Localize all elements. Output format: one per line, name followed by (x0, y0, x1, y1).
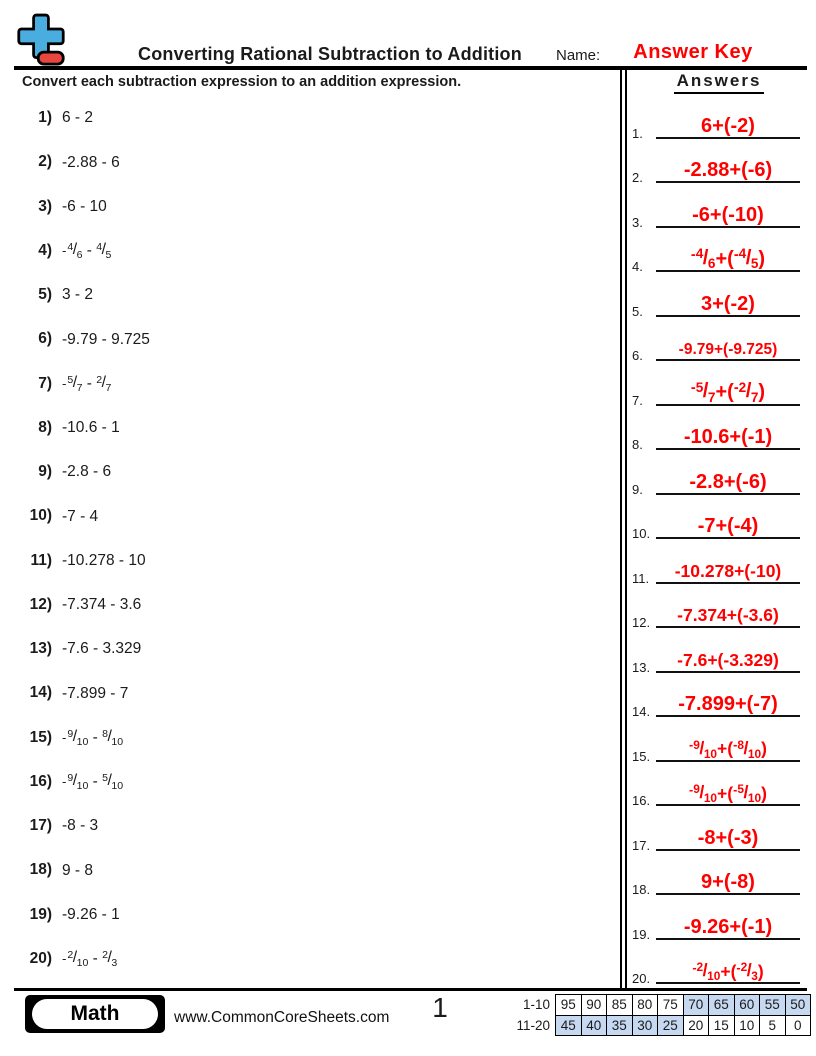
subject-badge-label: Math (32, 999, 158, 1029)
header-divider (14, 66, 807, 70)
grading-score-cell: 15 (709, 1015, 735, 1036)
answer-line (656, 203, 800, 228)
fraction: $^2$/3 (740, 960, 758, 983)
answer-line (656, 428, 800, 450)
answer-row (632, 323, 808, 368)
answer-row (632, 901, 808, 946)
grading-score-cell: 25 (658, 1015, 684, 1036)
answer-expression: $^{-4}$/6+($^{-4}$/5) (690, 246, 766, 272)
fraction: $^2$/7 (96, 373, 112, 394)
answer-line (656, 782, 800, 806)
answer-number: 20. (632, 971, 651, 986)
answer-expression: -7.374+(-3.6) (677, 605, 779, 625)
answer-expression: -2.88+(-6) (683, 159, 773, 181)
fraction: $^4$/6 (695, 246, 716, 272)
fraction: $^8$/10 (737, 737, 762, 761)
fraction: $^4$/6 (67, 240, 83, 261)
answer-line (656, 470, 800, 495)
answer-line (656, 960, 800, 984)
answer-row (632, 456, 808, 501)
answer-number: 19. (632, 926, 651, 942)
grading-score-cell: 95 (556, 995, 582, 1016)
answer-line (656, 246, 800, 272)
answer-row (632, 723, 808, 768)
fraction: $^5$/10 (737, 782, 762, 805)
answer-line (656, 873, 800, 895)
grading-score-cell: 90 (581, 995, 607, 1016)
answers-list (632, 100, 808, 990)
fraction: $^9$/10 (67, 771, 89, 792)
fraction: $^4$/5 (738, 246, 759, 272)
grading-table-row (510, 995, 811, 1016)
problem-row (20, 893, 612, 937)
grading-score-cell: 55 (760, 995, 786, 1016)
problem-number: 5) (38, 286, 52, 304)
grading-score-cell: 0 (785, 1015, 811, 1036)
answer-row (632, 768, 808, 813)
fraction: $^4$/5 (96, 240, 112, 261)
answer-expression: -7.899+(-7) (678, 693, 778, 715)
answers-heading (630, 71, 808, 94)
answer-expression: -8+(-3) (697, 826, 759, 849)
answer-expression: -10.6+(-1) (683, 426, 773, 448)
problem-number: 1) (38, 109, 52, 127)
problem-number: 18) (29, 861, 52, 879)
answer-expression: 9+(-8) (701, 871, 755, 893)
answer-expression: -6+(-10) (692, 203, 764, 226)
answer-expression: $^{-9}$/10+($^{-5}$/10) (689, 782, 767, 805)
problem-number: 10) (29, 507, 52, 525)
fraction: $^2$/10 (696, 960, 721, 983)
problem-row (20, 539, 612, 583)
answer-line (656, 737, 800, 761)
fraction: $^9$/10 (693, 737, 718, 761)
problem-expression: -10.6 - 1 (62, 419, 120, 437)
grading-score-cell: 35 (607, 1015, 633, 1036)
problem-number: 15) (29, 728, 52, 746)
answer-line (656, 695, 800, 717)
grading-range-label: 1-10 (522, 997, 550, 1013)
grading-score-cell: 65 (709, 995, 735, 1016)
problem-number: 12) (29, 595, 52, 613)
problem-row (20, 848, 612, 892)
answer-line (656, 649, 800, 673)
problem-row (20, 406, 612, 450)
grading-score-cell: 85 (607, 995, 633, 1016)
answer-number: 13. (632, 659, 651, 675)
answer-number: 11. (632, 570, 650, 586)
grading-score-cell: 80 (632, 995, 658, 1016)
answer-expression: -10.278+(-10) (674, 560, 782, 581)
problem-expression: -6 - 10 (62, 197, 107, 215)
fraction: $^2$/10 (67, 948, 89, 969)
problem-row (20, 494, 612, 538)
problem-expression: -$^2$/10 - $^2$/3 (62, 948, 118, 969)
problem-number: 19) (29, 905, 52, 923)
problem-row (20, 273, 612, 317)
problem-number: 7) (38, 374, 52, 392)
fraction: $^2$/3 (102, 948, 118, 969)
answer-row (632, 100, 808, 145)
answer-number: 14. (632, 704, 651, 719)
website-text: www.CommonCoreSheets.com (174, 1009, 390, 1026)
answer-line (656, 607, 800, 628)
grading-score-cell: 40 (581, 1015, 607, 1036)
grading-score-cell: 45 (556, 1015, 582, 1036)
answer-number: 6. (632, 348, 643, 363)
answer-expression: $^{-2}$/10+($^{-2}$/3) (692, 960, 764, 983)
answer-row (632, 812, 808, 857)
answer-row (632, 545, 808, 590)
problem-row (20, 96, 612, 140)
problem-expression: -7.899 - 7 (62, 684, 129, 702)
fraction: $^9$/10 (67, 727, 89, 748)
column-divider (620, 69, 627, 988)
answer-line (656, 826, 800, 851)
answer-expression: -2.8+(-6) (689, 470, 767, 493)
answer-number: 2. (632, 170, 643, 185)
answer-number: 7. (632, 392, 643, 408)
instruction-text: Convert each subtraction expression to an addition expression. (22, 74, 462, 90)
plus-minus-icon (16, 12, 66, 70)
grading-score-cell: 70 (683, 995, 709, 1016)
problem-expression: -2.88 - 6 (62, 153, 120, 171)
answer-number: 3. (632, 214, 643, 230)
answer-expression: 6+(-2) (701, 114, 755, 137)
answer-line (656, 560, 800, 584)
problem-expression: -9.26 - 1 (62, 905, 120, 923)
problem-expression: -$^5$/7 - $^2$/7 (62, 373, 112, 394)
problem-number: 3) (38, 197, 52, 215)
problem-number: 9) (38, 463, 52, 481)
problem-expression: -$^9$/10 - $^5$/10 (62, 771, 124, 792)
answer-row (632, 857, 808, 902)
answer-key-text: Answer Key (633, 41, 753, 63)
answers-heading-label: Answers (674, 71, 765, 94)
answer-number: 15. (632, 748, 651, 764)
problem-row (20, 450, 612, 494)
page-number: 1 (432, 992, 448, 1023)
answer-line (656, 161, 800, 183)
grading-score-cell: 50 (785, 995, 811, 1016)
problem-number: 20) (29, 949, 52, 967)
answer-row (632, 278, 808, 323)
footer-divider (14, 988, 807, 991)
answer-row (632, 590, 808, 635)
subject-badge (25, 995, 165, 1033)
fraction: $^9$/10 (693, 782, 718, 805)
problem-expression: -10.278 - 10 (62, 551, 146, 569)
problem-row (20, 362, 612, 406)
answer-expression: 3+(-2) (701, 292, 755, 315)
fraction: $^2$/7 (738, 379, 759, 405)
answer-number: 8. (632, 437, 643, 452)
problem-row (20, 671, 612, 715)
answer-expression: -7+(-4) (697, 515, 759, 537)
problem-row (20, 760, 612, 804)
grading-table-body (510, 995, 811, 1036)
problem-number: 13) (29, 640, 52, 658)
answer-expression: $^{-5}$/7+($^{-2}$/7) (690, 379, 766, 405)
minus-glyph (38, 52, 63, 64)
answer-row (632, 367, 808, 412)
problem-expression: -9.79 - 9.725 (62, 330, 150, 348)
problem-number: 8) (38, 418, 52, 436)
problem-expression: -7.374 - 3.6 (62, 596, 142, 614)
answer-number: 9. (632, 481, 643, 497)
answer-number: 5. (632, 303, 643, 319)
answer-row (632, 145, 808, 190)
problem-row (20, 229, 612, 273)
answer-expression: -7.6+(-3.329) (677, 649, 779, 670)
grading-table-row (510, 1015, 811, 1036)
grading-score-cell: 60 (734, 995, 760, 1016)
problem-number: 6) (38, 330, 52, 348)
problems-list (20, 96, 612, 981)
problem-row (20, 317, 612, 361)
fraction: $^8$/10 (102, 727, 124, 748)
problem-number: 14) (29, 684, 52, 702)
answer-row (632, 634, 808, 679)
answer-number: 17. (632, 837, 651, 853)
grading-score-cell: 10 (734, 1015, 760, 1036)
answer-expression: -9.79+(-9.725) (678, 341, 778, 358)
problem-row (20, 716, 612, 760)
grading-score-cell: 20 (683, 1015, 709, 1036)
answer-row (632, 501, 808, 546)
problem-row (20, 627, 612, 671)
problem-number: 17) (29, 817, 52, 835)
answer-row (632, 946, 808, 991)
answer-line (656, 114, 800, 139)
name-label: Name: (556, 47, 601, 64)
answer-line (656, 379, 800, 405)
grading-score-cell: 30 (632, 1015, 658, 1036)
problem-number: 11) (30, 551, 52, 569)
answer-row (632, 679, 808, 724)
answer-number: 10. (632, 526, 651, 541)
problem-expression: 3 - 2 (62, 286, 94, 304)
problem-row (20, 804, 612, 848)
problem-row (20, 937, 612, 981)
fraction: $^5$/7 (67, 373, 83, 394)
answer-row (632, 189, 808, 234)
problem-row (20, 140, 612, 184)
answer-line (656, 517, 800, 539)
fraction: $^5$/10 (102, 771, 124, 792)
answer-number: 1. (632, 125, 643, 141)
problem-expression: -7 - 4 (62, 507, 99, 525)
problem-expression: 9 - 8 (62, 861, 94, 879)
answer-number: 12. (632, 615, 651, 630)
answer-number: 18. (632, 882, 651, 897)
problem-number: 4) (38, 241, 52, 259)
answer-line (656, 341, 800, 361)
fraction: $^5$/7 (695, 379, 716, 405)
answer-number: 4. (632, 259, 643, 274)
problem-row (20, 185, 612, 229)
problem-number: 16) (29, 772, 52, 790)
problem-expression: -$^4$/6 - $^4$/5 (62, 240, 112, 261)
answer-line (656, 292, 800, 317)
problem-expression: -$^9$/10 - $^8$/10 (62, 727, 124, 748)
answer-number: 16. (632, 793, 651, 808)
answer-row (632, 234, 808, 279)
problem-expression: 6 - 2 (62, 109, 94, 127)
problem-expression: -7.6 - 3.329 (62, 640, 142, 658)
grading-score-cell: 5 (760, 1015, 786, 1036)
problem-number: 2) (38, 153, 52, 171)
grading-table (510, 994, 811, 1036)
problem-expression: -2.8 - 6 (62, 463, 112, 481)
answer-expression: -9.26+(-1) (683, 915, 773, 938)
worksheet-title: Converting Rational Subtraction to Addition (138, 44, 522, 64)
problem-row (20, 583, 612, 627)
problem-expression: -8 - 3 (62, 817, 99, 835)
grading-range-label: 11-20 (516, 1017, 550, 1033)
grading-score-cell: 75 (658, 995, 684, 1016)
answer-row (632, 412, 808, 457)
answer-expression: $^{-9}$/10+($^{-8}$/10) (689, 737, 767, 761)
answer-line (656, 915, 800, 940)
